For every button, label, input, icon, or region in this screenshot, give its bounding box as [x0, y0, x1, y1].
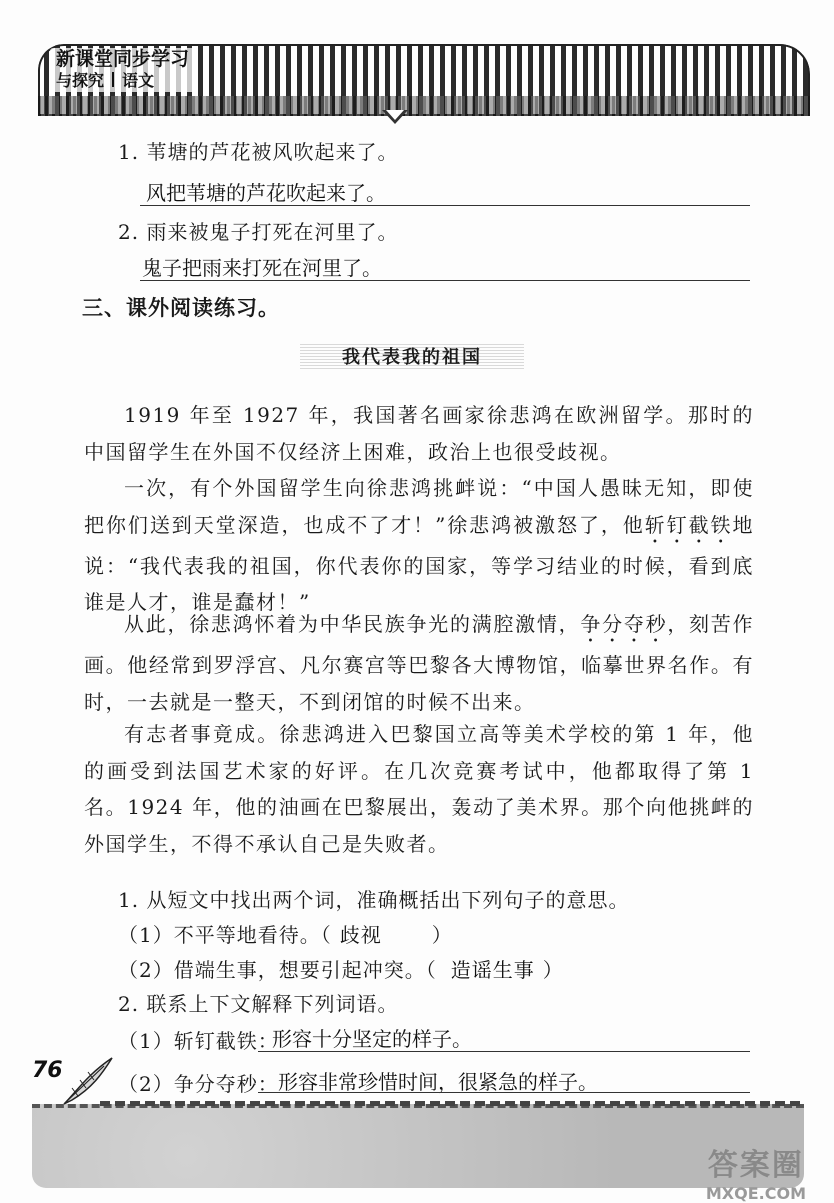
q1-2-close: ）	[542, 958, 564, 982]
question-2-1-answer: 形容十分坚定的样子。	[272, 1027, 472, 1051]
part2-q2-answer-line	[140, 280, 750, 281]
question-2: 2. 联系上下文解释下列词语。	[118, 992, 399, 1016]
p2-text-b: 地说：“我代表我的祖国，你代表你的国家，等学习结业的时候，看到底谁是人才，谁是蠢材！”	[84, 512, 755, 614]
question-1-1	[118, 919, 453, 948]
question-2-2-answer-line	[258, 1092, 750, 1093]
subject-label: 语文	[122, 71, 155, 90]
question-2-2-answer: 形容非常珍惜时间，很紧急的样子。	[278, 1070, 598, 1094]
p2-emphasis: 斩钉截铁	[644, 512, 733, 537]
q1-2-answer: 造谣生事	[450, 958, 535, 982]
question-2-1-answer-line	[258, 1051, 750, 1052]
q1-1-close: ）	[431, 923, 453, 947]
book-title-line2	[56, 70, 189, 92]
part2-q1-answer-line	[140, 205, 750, 206]
section3-heading: 三、课外阅读练习。	[82, 296, 280, 320]
p3-text-a: 从此，徐悲鸿怀着为中华民族争光的满腔激情，	[124, 612, 581, 636]
part2-q1-answer: 风把苇塘的芦花吹起来了。	[146, 181, 386, 205]
part2-q1-sentence: 1. 苇塘的芦花被风吹起来了。	[118, 140, 399, 164]
article-title: 我代表我的祖国	[300, 343, 524, 369]
article-paragraph-4: 有志者事竟成。徐悲鸿进入巴黎国立高等美术学校的第 1 年，他的画受到法国艺术家的好评。在几次竞赛考试中，他都取得了第 1 名。1924 年，他的油画在巴黎展出，轰动了美术界。那个向他挑衅的外国学生，不得不承认自己是失败者。	[84, 722, 754, 856]
part2-q2-sentence: 2. 雨来被鬼子打死在河里了。	[118, 220, 399, 244]
watermark-logo	[706, 1140, 806, 1203]
quill-feather-icon	[58, 1052, 118, 1112]
footer-dashed-rule	[100, 1101, 800, 1106]
ribbon-pointer-icon	[382, 110, 408, 124]
question-1-2	[118, 954, 564, 983]
article-paragraph-3	[84, 606, 754, 720]
question-1: 1. 从短文中找出两个词，准确概括出下列句子的意思。	[118, 888, 630, 912]
book-title-line1: 新课堂同步学习	[56, 48, 190, 70]
q1-1-prompt: （1）不平等地看待。（	[118, 923, 332, 947]
p3-text-b: ，刻苦作画。他经常到罗浮宫、凡尔赛宫等巴黎各大博物馆，临摹世界名作。有时，一去就是一整天，不到闭馆的时候不出来。	[84, 612, 755, 714]
q1-2-prompt: （2）借端生事，想要引起冲突。（	[118, 958, 437, 982]
question-2-1-prompt: （1）斩钉截铁：	[118, 1029, 279, 1053]
article-paragraph-1: 1919 年至 1927 年，我国著名画家徐悲鸿在欧洲留学。那时的中国留学生在外国不仅经济上困难，政治上也很受歧视。	[84, 403, 754, 464]
page-number: 76	[32, 1058, 63, 1083]
footer-band	[32, 1104, 804, 1188]
p3-emphasis: 争分夺秒	[580, 612, 668, 636]
article-paragraph-2	[84, 470, 754, 621]
q1-1-answer: 歧视	[339, 923, 382, 947]
part2-q2-answer: 鬼子把雨来打死在河里了。	[142, 256, 382, 280]
watermark-text: 答案圈	[707, 1148, 804, 1183]
p2-text-a: 一次，有个外国留学生向徐悲鸿挑衅说：“中国人愚昧无知，即使把你们送到天堂深造，也成不了才！”徐悲鸿被激怒了，他	[84, 476, 754, 537]
title-divider	[112, 72, 114, 87]
question-2-2-prompt: （2）争分夺秒：	[118, 1072, 279, 1096]
book-title-sub: 与探究	[56, 71, 105, 90]
book-title	[50, 48, 195, 92]
watermark-url: MXQE.COM	[705, 1184, 806, 1203]
